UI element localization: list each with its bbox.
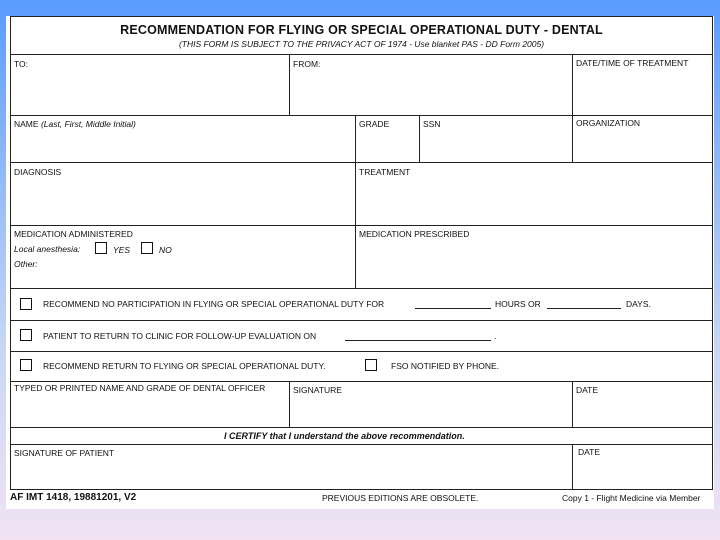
no-participation-checkbox[interactable] xyxy=(20,298,32,310)
certify-statement: I CERTIFY that I understand the above recommendation. xyxy=(224,431,465,441)
yes-label: YES xyxy=(113,245,131,255)
row-divider xyxy=(11,288,712,289)
officer-signature-field[interactable]: SIGNATURE xyxy=(293,385,342,395)
name-hint: (Last, First, Middle Initial) xyxy=(40,119,136,129)
row-divider xyxy=(11,351,712,352)
date-time-treatment-field[interactable]: DATE/TIME OF TREATMENT xyxy=(576,58,689,68)
col-divider xyxy=(419,115,420,162)
treatment-field[interactable]: TREATMENT xyxy=(359,167,411,177)
row-divider xyxy=(11,381,712,382)
col-divider xyxy=(572,381,573,427)
row-divider xyxy=(11,162,712,163)
no-participation-text: RECOMMEND NO PARTICIPATION IN FLYING OR SPECIAL OPERATIONAL DUTY FOR xyxy=(43,299,385,309)
ssn-field[interactable]: SSN xyxy=(423,119,441,129)
organization-field[interactable]: ORGANIZATION xyxy=(576,118,641,128)
return-flying-text: RECOMMEND RETURN TO FLYING OR SPECIAL OPERATIONAL DUTY. xyxy=(43,361,326,371)
col-divider xyxy=(572,55,573,162)
form-grid xyxy=(10,54,713,490)
name-field[interactable] xyxy=(14,119,136,129)
row-divider xyxy=(11,225,712,226)
previous-editions-note: PREVIOUS EDITIONS ARE OBSOLETE. xyxy=(322,493,479,503)
medication-prescribed-field[interactable]: MEDICATION PRESCRIBED xyxy=(359,229,470,239)
patient-signature-field[interactable]: SIGNATURE OF PATIENT xyxy=(14,448,115,458)
dental-recommendation-form xyxy=(6,16,714,509)
form-header xyxy=(10,16,713,54)
days-label: DAYS. xyxy=(626,299,651,309)
medication-administered-label: MEDICATION ADMINISTERED xyxy=(14,229,133,239)
diagnosis-field[interactable]: DIAGNOSIS xyxy=(14,167,62,177)
row-divider xyxy=(11,444,712,445)
form-id: AF IMT 1418, 19881201, V2 xyxy=(10,492,137,503)
form-title: RECOMMENDATION FOR FLYING OR SPECIAL OPERATIONAL DUTY - DENTAL xyxy=(120,23,603,37)
days-blank[interactable] xyxy=(547,299,621,309)
hours-or-label: HOURS OR xyxy=(495,299,541,309)
return-clinic-text: PATIENT TO RETURN TO CLINIC FOR FOLLOW-UP EVALUATION ON xyxy=(43,331,317,341)
name-label: NAME xyxy=(14,119,39,129)
local-anesthesia-label: Local anesthesia: xyxy=(14,244,81,254)
to-field[interactable]: TO: xyxy=(14,59,29,69)
return-clinic-checkbox[interactable] xyxy=(20,329,32,341)
fso-notified-checkbox[interactable] xyxy=(365,359,377,371)
col-divider xyxy=(355,115,356,288)
from-field[interactable]: FROM: xyxy=(293,59,321,69)
patient-date-field[interactable]: DATE xyxy=(578,447,601,457)
return-clinic-period: . xyxy=(494,331,497,341)
return-date-blank[interactable] xyxy=(345,331,491,341)
row-divider xyxy=(11,320,712,321)
row-divider xyxy=(11,115,712,116)
officer-date-field[interactable]: DATE xyxy=(576,385,599,395)
col-divider xyxy=(289,381,290,427)
return-flying-checkbox[interactable] xyxy=(20,359,32,371)
other-label: Other: xyxy=(14,259,38,269)
form-subtitle: (THIS FORM IS SUBJECT TO THE PRIVACY ACT OF 1974 - Use blanket PAS - DD Form 2005) xyxy=(178,39,545,49)
copy-note: Copy 1 - Flight Medicine via Member xyxy=(562,493,701,503)
dental-officer-name-field[interactable]: TYPED OR PRINTED NAME AND GRADE OF DENTAL OFFICER xyxy=(14,383,266,393)
row-divider xyxy=(11,427,712,428)
col-divider xyxy=(572,444,573,489)
col-divider xyxy=(289,55,290,115)
grade-field[interactable]: GRADE xyxy=(359,119,390,129)
fso-notified-label: FSO NOTIFIED BY PHONE. xyxy=(391,361,499,371)
anesthesia-yes-checkbox[interactable] xyxy=(95,242,107,254)
no-label: NO xyxy=(159,245,172,255)
hours-blank[interactable] xyxy=(415,299,491,309)
anesthesia-no-checkbox[interactable] xyxy=(141,242,153,254)
